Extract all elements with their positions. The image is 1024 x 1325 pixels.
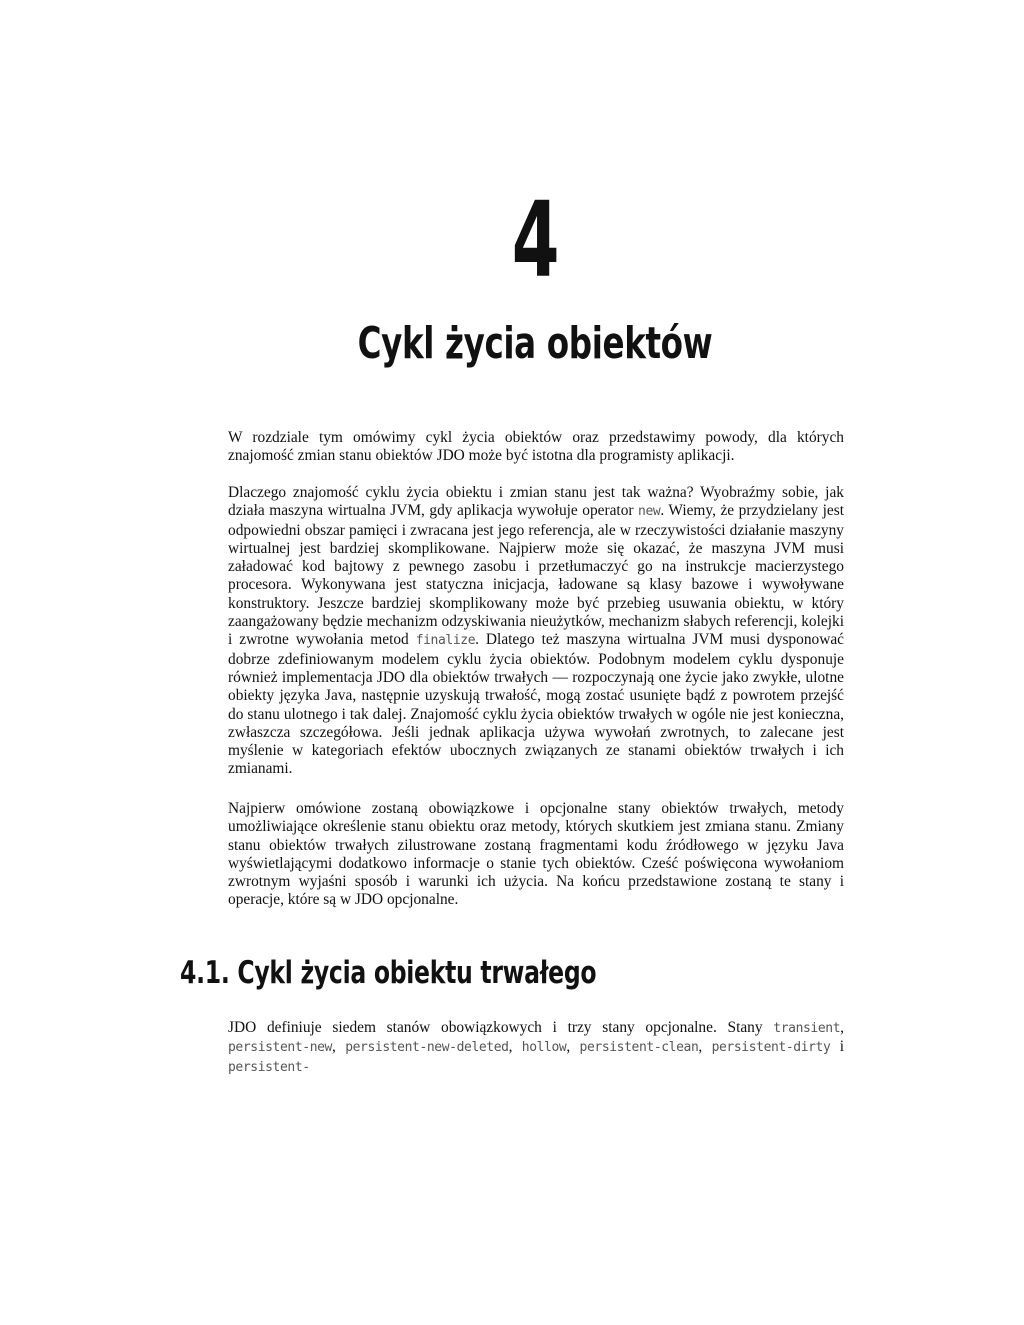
text-run: , [698, 1038, 712, 1056]
text-run: . Wiemy, że przydzielany jest odpowiedni obszar pamięci i zwracana jest jego referencja, ale w rzeczywistości działanie maszyny wirtualnej jest bardziej skomplikowane. Najpierw może się okazać, że maszyna JVM musi załadować kod bajtowy z pewnego zasobu i przetłumaczyć go na instrukcje macierzystego procesora. Wykonywana jest statyczna inicjacja, ładowane są klasy bazowe i wywoływane konstruktory. Jeszcze bardziej skomplikowany może być przebieg usuwania obiektu, w który zaangażowany będzie mechanizm odzyskiwania nieużytków, mechanizm słabych referencji, kolejki i zwrotne wywołania metod [228, 502, 844, 649]
code-new: new [638, 504, 661, 520]
code-state: hollow [521, 1040, 567, 1056]
code-state: persistent-dirty [711, 1040, 831, 1056]
code-state: persistent- [228, 1059, 310, 1075]
text-run: , [331, 1038, 346, 1056]
text-run: . Dlatego też maszyna wirtualna JVM musi dysponować dobrze zdefiniowanym modelem cyklu życia obiektów. Podobnym modelem cyklu dysponuje również implementacja JDO dla obiektów trwałych — rozpoczynają one życie jako zwykłe, ulotne obiekty języka Java, następnie uzyskują trwałość, mogą zostać usunięte bądź z powrotem przejść do stanu ulotnego i tak dalej. Znajomość cyklu życia obiektów trwałych w ogóle nie jest konieczna, zwłaszcza szczegółowa. Jeśli jednak aplikacja używa wywołań zwrotnych, to zalecane jest myślenie w kategoriach efektów ubocznych związanych ze stanami obiektów trwałych i ich zmianami. [228, 631, 844, 778]
body-paragraph-why-lifecycle [228, 484, 844, 779]
text-run: , [840, 1019, 844, 1036]
text-run: , [508, 1038, 522, 1056]
text-run: i [830, 1038, 845, 1056]
code-state: persistent-new-deleted [345, 1040, 509, 1056]
intro-paragraph: W rozdziale tym omówimy cykl życia obiektów oraz przedstawimy powody, dla których znajomość zmian stanu obiektów JDO może być istotna dla programisty aplikacji. [228, 429, 844, 465]
code-state: persistent-new [228, 1040, 332, 1056]
code-finalize: finalize [415, 633, 476, 649]
text-run: Dlaczego znajomość cyklu życia obiektu i zmian stanu jest tak ważna? Wyobraźmy sobie, jak działa maszyna wirtualna JVM, gdy aplikacja wywołuje operator [228, 484, 844, 520]
chapter-title: Cykl życia obiektów [357, 318, 713, 369]
body-paragraph-overview: Najpierw omówione zostaną obowiązkowe i opcjonalne stany obiektów trwałych, metody umożliwiające określenie stanu obiektu oraz metody, których skutkiem jest zmiana stanu. Zmiany stanu obiektów trwałych zilustrowane zostaną fragmentami kodu źródłowego w języku Java wyświetlającymi dodatkowo informacje o stanie tych obiektów. Cześć poświęcona wywołaniom zwrotnym wyjaśni sposób i warunki ich użycia. Na końcu przedstawione zostaną te stany i operacje, które są w JDO opcjonalne. [228, 800, 844, 909]
code-state: persistent-clean [579, 1040, 699, 1056]
body-paragraph-states [228, 1019, 844, 1077]
chapter-number: 4 [511, 179, 559, 301]
text-run: JDO definiuje siedem stanów obowiązkowych i trzy stany opcjonalne. Stany [228, 1019, 774, 1036]
text-run: , [566, 1038, 580, 1056]
code-state: transient [773, 1021, 841, 1036]
section-heading: 4.1. Cykl życia obiektu trwałego [180, 955, 597, 991]
